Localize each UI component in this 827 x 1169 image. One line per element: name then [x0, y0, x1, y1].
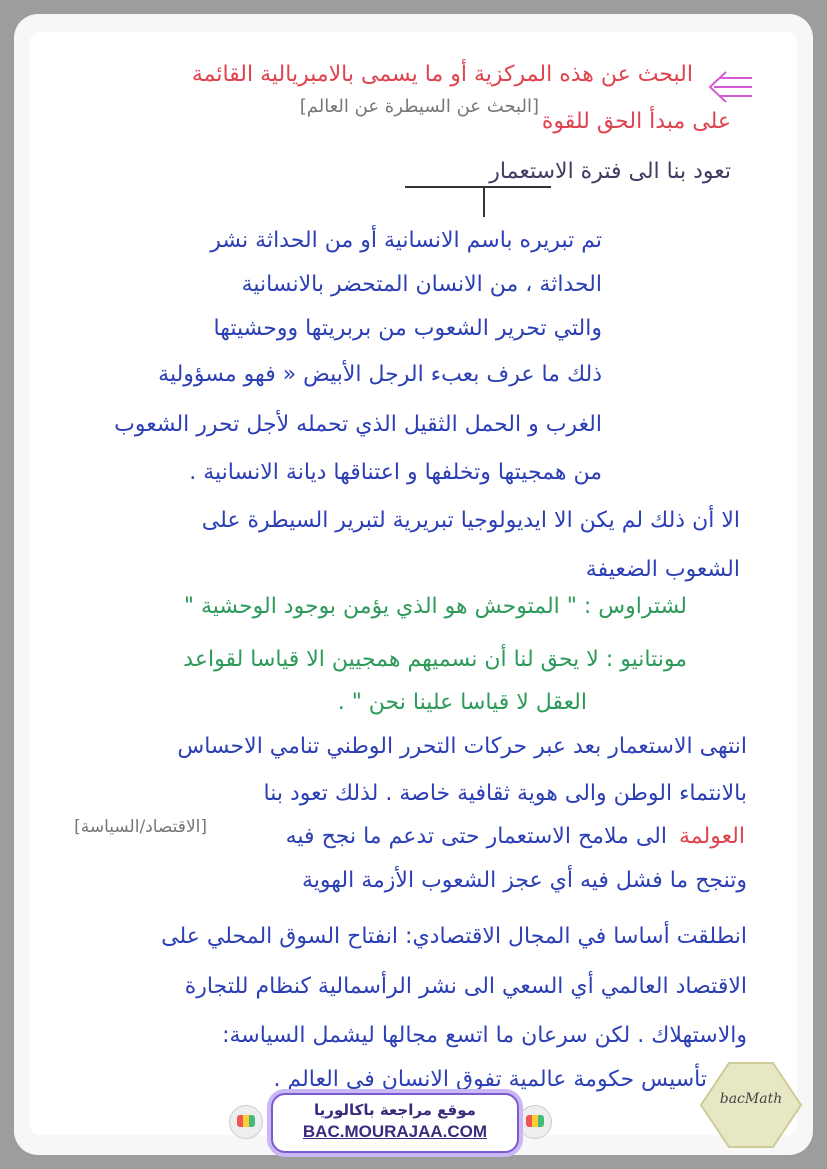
line-1: البحث عن هذه المركزية أو ما يسمى بالامبريالية القائمة	[191, 62, 693, 87]
line-18: وتنجح ما فشل فيه أي عجز الشعوب الأزمة الهوية	[301, 868, 747, 893]
line-17-keyword: العولمة	[678, 824, 745, 849]
line-11: الشعوب الضعيفة	[585, 557, 740, 582]
line-10: الا أن ذلك لم يكن الا ايديولوجيا تبريرية لتبرير السيطرة على	[201, 508, 740, 533]
line-14: العقل لا قياسا علينا نحن " .	[337, 690, 587, 715]
site-name: موقع مراجعة باكالوريا	[314, 1101, 476, 1119]
bacmath-logo	[699, 1061, 803, 1149]
line-7: ذلك ما عرف بعبء الرجل الأبيض « فهو مسؤولية	[158, 362, 602, 387]
line-2: على مبدأ الحق للقوة	[541, 109, 731, 134]
double-arrow-icon	[706, 70, 754, 104]
line-21: والاستهلاك . لكن سرعان ما اتسع مجالها ليشمل السياسة:	[222, 1023, 747, 1048]
line-22: تأسيس حكومة عالمية تفوق الانسان في العالم .	[273, 1067, 707, 1092]
bracket-note: [البحث عن السيطرة عن العالم]	[299, 96, 539, 117]
line-9: من همجيتها وتخلفها و اعتناقها ديانة الانسانية .	[189, 460, 602, 485]
bacmath-logo-text: bacMath	[719, 1091, 783, 1107]
site-logo-right	[518, 1105, 552, 1139]
line-8: الغرب و الحمل الثقيل الذي تحمله لأجل تحرر الشعوب	[114, 412, 602, 437]
line-4: تم تبريره باسم الانسانية أو من الحداثة نشر	[210, 228, 602, 253]
site-logo-left	[229, 1105, 263, 1139]
line-12: لشتراوس : " المتوحش هو الذي يؤمن بوجود الوحشية "	[183, 594, 687, 619]
line-17: الى ملامح الاستعمار حتى تدعم ما نجح فيه	[285, 824, 667, 849]
underline-1	[405, 186, 551, 188]
pointer-line	[483, 187, 485, 217]
line-13: مونتانيو : لا يحق لنا أن نسميهم همجيين الا قياسا لقواعد	[183, 647, 687, 672]
site-url-link[interactable]: BAC.MOURAJAA.COM	[302, 1122, 488, 1141]
line-19: انطلقت أساسا في المجال الاقتصادي: انفتاح السوق المحلي على	[161, 924, 747, 949]
line-3: تعود بنا الى فترة الاستعمار	[489, 159, 731, 184]
line-16: بالانتماء الوطن والى هوية ثقافية خاصة . لذلك تعود بنا	[263, 781, 747, 806]
line-5: الحداثة ، من الانسان المتحضر بالانسانية	[241, 272, 602, 297]
footer-site-badge[interactable]	[271, 1093, 519, 1153]
line-20: الاقتصاد العالمي أي السعي الى نشر الرأسمالية كنظام للتجارة	[184, 974, 747, 999]
line-6: والتي تحرير الشعوب من بربريتها ووحشيتها	[213, 316, 602, 341]
line-15: انتهى الاستعمار بعد عبر حركات التحرر الوطني تنامي الاحساس	[177, 734, 747, 759]
bracket-note-2: [الاقتصاد/السياسة]	[74, 817, 207, 837]
